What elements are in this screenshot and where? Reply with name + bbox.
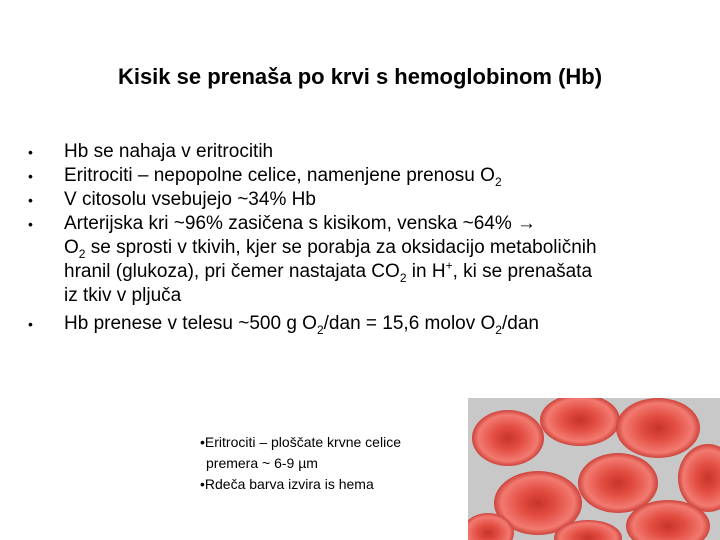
bullet-text: Eritrociti – nepopolne celice, namenjene prenosu O (64, 165, 495, 186)
bullet-continuation (28, 236, 688, 260)
bullet-text: O (64, 237, 79, 258)
caption-line: •Eritrociti – ploščate krvne celice (200, 434, 401, 450)
subscript: 2 (495, 322, 502, 337)
bullet-text: Hb se nahaja v eritrocitih (64, 141, 274, 162)
superscript: + (445, 258, 453, 273)
image-caption (200, 432, 470, 495)
bullet-continuation (28, 260, 688, 284)
subscript: 2 (494, 174, 502, 189)
subscript: 2 (399, 270, 407, 285)
bullet-text: iz tkiv v pljuča (64, 285, 182, 306)
bullet-text: hranil (glukoza), pri čemer nastajata CO (64, 261, 400, 282)
bullet-item (28, 188, 688, 212)
bullet-text: /dan = 15,6 molov O (323, 313, 496, 334)
bullet-text: , ki se prenašata (452, 261, 593, 282)
bullet-text: Arterijska kri ~96% zasičena s kisikom, venska ~64% → (64, 213, 537, 234)
caption-line: premera ~ 6-9 µm (206, 455, 318, 471)
bullet-item (28, 140, 688, 164)
bullet-item (28, 312, 688, 336)
subscript: 2 (316, 322, 324, 337)
bullet-text: /dan (501, 313, 539, 334)
bullet-text: in H (406, 261, 446, 282)
red-blood-cells-image (468, 398, 720, 540)
bullet-text: V citosolu vsebujejo ~34% Hb (64, 189, 316, 210)
bullet-item (28, 212, 688, 236)
bullet-text: se sprosti v tkivih, kjer se porabja za oksidacijo metaboličnih (85, 237, 597, 258)
bullet-list (28, 140, 688, 336)
bullet-item (28, 164, 688, 188)
subscript: 2 (78, 246, 86, 261)
slide-title: Kisik se prenaša po krvi s hemoglobinom (Hb) (117, 64, 603, 89)
caption-line: •Rdeča barva izvira is hema (200, 476, 374, 492)
bullet-continuation (28, 284, 688, 308)
bullet-text: Hb prenese v telesu ~500 g O (64, 313, 317, 334)
